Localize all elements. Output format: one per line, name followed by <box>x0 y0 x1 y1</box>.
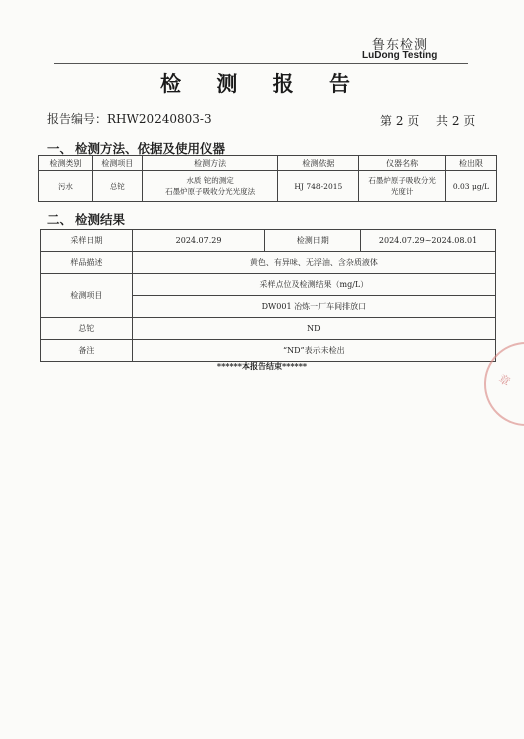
test-date-label: 检测日期 <box>265 230 361 252</box>
result-row <box>41 318 496 340</box>
page-title: 检 测 报 告 <box>160 71 364 96</box>
method-line1: 水质 铊的测定 <box>186 176 234 185</box>
brand-name-en: LuDong Testing <box>362 50 438 61</box>
section2-title: 检测结果 <box>75 212 126 227</box>
page-index: 第 2 页 <box>380 114 420 128</box>
section1-title: 检测方法、依据及使用仪器 <box>75 141 226 156</box>
cell-method <box>142 171 278 202</box>
header-basis: 检测依据 <box>278 156 359 171</box>
header-instrument: 仪器名称 <box>359 156 446 171</box>
method-table-header <box>39 156 497 171</box>
instrument-line1: 石墨炉原子吸收分光 <box>368 176 436 185</box>
sample-desc-row <box>41 252 496 274</box>
sample-desc-label: 样品描述 <box>41 252 133 274</box>
cell-basis: HJ 748-2015 <box>278 171 359 202</box>
remark-row <box>41 340 496 362</box>
cell-instrument <box>359 171 446 202</box>
result-item-name: 总铊 <box>41 318 133 340</box>
sample-desc-value: 黄色、有异味、无浮油、含杂质液体 <box>132 252 495 274</box>
test-item-label: 检测项目 <box>41 274 133 318</box>
seal-character: 章 <box>496 372 513 389</box>
dates-row <box>41 230 496 252</box>
sampling-date-value: 2024.07.29 <box>132 230 265 252</box>
remark-value: “ND”表示未检出 <box>132 340 495 362</box>
method-table-row <box>39 171 497 202</box>
sampling-point: DW001 冶炼一厂车间排放口 <box>132 296 495 318</box>
report-end-marker: ******本报告结束****** <box>216 361 308 371</box>
header-item: 检测项目 <box>92 156 142 171</box>
cell-limit: 0.03 μg/L <box>446 171 497 202</box>
section1-number: 一、 <box>47 141 73 156</box>
cell-category: 污水 <box>39 171 93 202</box>
header-method: 检测方法 <box>142 156 278 171</box>
header-rule <box>54 63 468 64</box>
test-date-value: 2024.07.29~2024.08.01 <box>361 230 496 252</box>
result-header: 采样点位及检测结果（mg/L） <box>132 274 495 296</box>
report-number: 报告编号：RHW20240803-3 <box>47 112 212 126</box>
section2-number: 二、 <box>47 212 73 227</box>
instrument-line2: 光度计 <box>390 187 414 196</box>
result-header-row <box>41 274 496 296</box>
result-value: ND <box>132 318 495 340</box>
header-category: 检测类别 <box>39 156 93 171</box>
page-total: 共 2 页 <box>436 114 476 128</box>
result-table <box>40 229 496 362</box>
header-limit: 检出限 <box>446 156 497 171</box>
sampling-date-label: 采样日期 <box>41 230 133 252</box>
brand-name-cn: 鲁东检测 <box>372 38 429 53</box>
remark-label: 备注 <box>41 340 133 362</box>
method-line2: 石墨炉原子吸收分光光度法 <box>165 187 256 196</box>
cell-item: 总铊 <box>92 171 142 202</box>
section2-heading <box>47 210 125 228</box>
method-table <box>38 155 497 202</box>
